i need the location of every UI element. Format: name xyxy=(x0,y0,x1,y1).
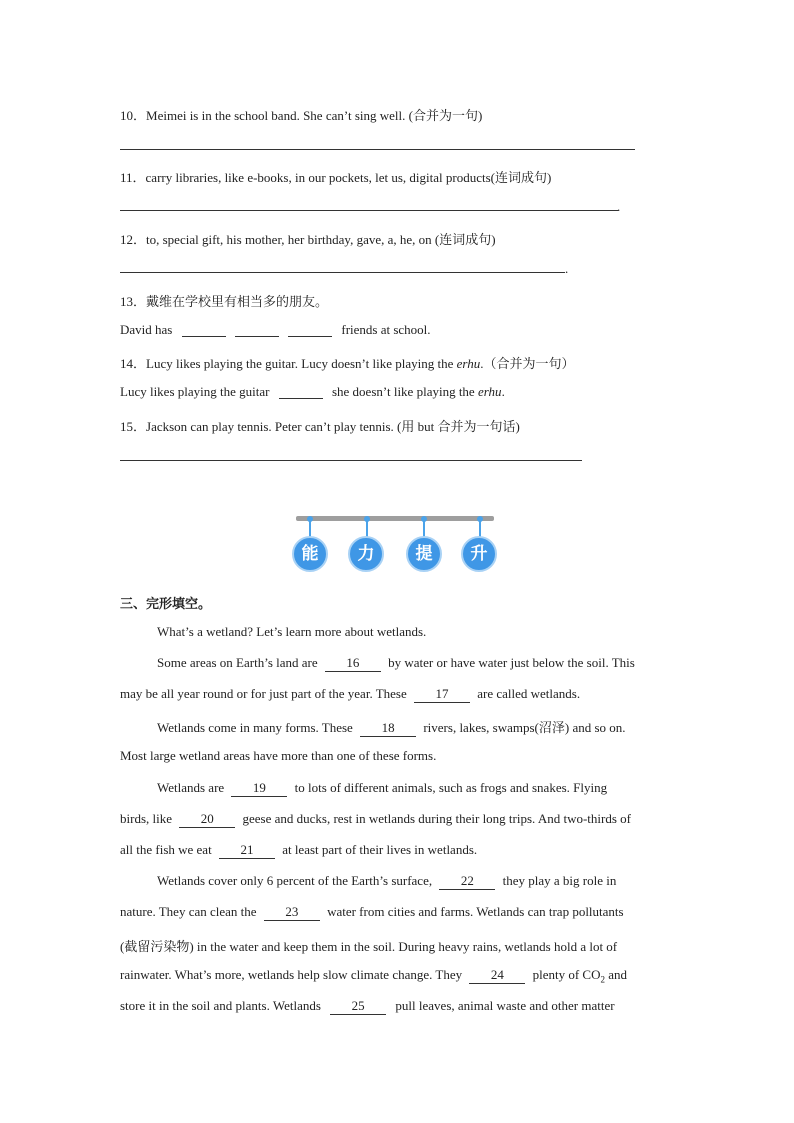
blank-23[interactable]: 23 xyxy=(264,904,320,921)
blank-25[interactable]: 25 xyxy=(330,998,386,1015)
passage-line xyxy=(120,998,615,1015)
answer-prefix: David has xyxy=(120,322,173,337)
question-15 xyxy=(120,416,520,435)
section-banner xyxy=(292,512,498,574)
answer-14 xyxy=(120,384,505,400)
passage-text: Some areas on Earth’s land are xyxy=(157,655,318,670)
blank-19[interactable]: 19 xyxy=(231,780,287,797)
passage-line xyxy=(120,842,477,859)
passage-text: Wetlands cover only 6 percent of the Earth’s surface, xyxy=(157,873,433,888)
question-text: Meimei is in the school band. She can’t sing well. (合并为一句) xyxy=(146,108,483,123)
passage-text: nature. They can clean the xyxy=(120,904,257,919)
blank[interactable] xyxy=(235,323,279,337)
passage-text: rainwater. What’s more, wetlands help slow climate change. They xyxy=(120,967,463,982)
question-number: 14． xyxy=(120,356,147,371)
passage-text: birds, like xyxy=(120,811,172,826)
passage-text: to lots of different animals, such as frogs and snakes. Flying xyxy=(294,780,608,795)
blank-22[interactable]: 22 xyxy=(439,873,495,890)
question-13 xyxy=(120,291,328,310)
answer-line-10[interactable] xyxy=(120,149,635,150)
passage-line xyxy=(120,686,580,703)
passage-text: plenty of CO xyxy=(532,967,601,982)
passage-text: and xyxy=(605,967,628,982)
answer-middle: she doesn’t like playing the xyxy=(331,384,478,399)
question-number: 13． xyxy=(120,294,147,309)
question-10 xyxy=(120,105,482,124)
question-11 xyxy=(120,167,551,186)
passage-line xyxy=(157,873,616,890)
answer-line-11[interactable] xyxy=(120,210,618,211)
passage-line: What’s a wetland? Let’s learn more about wetlands. xyxy=(157,624,427,639)
answer-13 xyxy=(120,322,431,338)
question-text: 戴维在学校里有相当多的朋友。 xyxy=(146,294,329,309)
passage-text: by water or have water just below the soil. This xyxy=(388,655,635,670)
passage-text: all the fish we eat xyxy=(120,842,212,857)
blank-18[interactable]: 18 xyxy=(360,720,416,737)
blank-24[interactable]: 24 xyxy=(469,967,525,984)
question-number: 11． xyxy=(120,170,146,185)
passage-text: are called wetlands. xyxy=(477,686,581,701)
passage-text: geese and ducks, rest in wetlands during their long trips. And two-thirds of xyxy=(242,811,631,826)
blank-21[interactable]: 21 xyxy=(219,842,275,859)
question-text: to, special gift, his mother, her birthday, gave, a, he, on (连词成句) xyxy=(146,232,496,247)
passage-text: Wetlands are xyxy=(157,780,225,795)
banner-badge: 能 xyxy=(292,536,328,572)
passage-text: pull leaves, animal waste and other matter xyxy=(395,998,615,1013)
banner-badge: 提 xyxy=(406,536,442,572)
answer-line-12[interactable] xyxy=(120,272,565,273)
blank-17[interactable]: 17 xyxy=(414,686,470,703)
passage-text: Wetlands come in many forms. These xyxy=(157,720,353,735)
subscript: 2 xyxy=(600,974,605,985)
passage-line xyxy=(157,655,635,672)
blank-20[interactable]: 20 xyxy=(179,811,235,828)
answer-prefix: Lucy likes playing the guitar xyxy=(120,384,270,399)
question-text-end: .（合并为一句） xyxy=(480,356,575,371)
blank[interactable] xyxy=(182,323,226,337)
banner-badge: 力 xyxy=(348,536,384,572)
passage-line xyxy=(120,811,631,828)
question-12 xyxy=(120,229,496,248)
blank-16[interactable]: 16 xyxy=(325,655,381,672)
blank[interactable] xyxy=(279,385,323,399)
question-number: 12． xyxy=(120,232,147,247)
question-text: carry libraries, like e-books, in our pockets, let us, digital products(连词成句) xyxy=(145,170,552,185)
passage-text: store it in the soil and plants. Wetlands xyxy=(120,998,321,1013)
question-number: 15． xyxy=(120,419,147,434)
passage-line xyxy=(120,904,624,921)
question-14 xyxy=(120,353,575,372)
answer-suffix: friends at school. xyxy=(341,322,431,337)
banner-bar xyxy=(296,516,494,521)
question-number: 10． xyxy=(120,108,147,123)
answer-suffix: . xyxy=(501,384,505,399)
blank[interactable] xyxy=(288,323,332,337)
passage-line: Most large wetland areas have more than one of these forms. xyxy=(120,748,437,763)
question-italic: erhu xyxy=(456,356,481,371)
banner-badge: 升 xyxy=(461,536,497,572)
answer-italic: erhu xyxy=(477,384,502,399)
passage-text: at least part of their lives in wetlands. xyxy=(282,842,478,857)
answer-period: . xyxy=(617,199,621,214)
passage-text: rivers, lakes, swamps(沼泽) and so on. xyxy=(423,720,626,735)
passage-text: water from cities and farms. Wetlands can trap pollutants xyxy=(327,904,624,919)
passage-line: (截留污染物) in the water and keep them in the soil. During heavy rains, wetlands hold a lot of xyxy=(120,939,618,954)
answer-period: . xyxy=(565,261,569,276)
passage-text: they play a big role in xyxy=(502,873,617,888)
passage-line xyxy=(157,717,626,737)
passage-line xyxy=(157,780,607,797)
question-text: Jackson can play tennis. Peter can’t play tennis. (用 but 合并为一句话) xyxy=(146,419,520,434)
answer-line-15[interactable] xyxy=(120,460,582,461)
question-text: Lucy likes playing the guitar. Lucy doesn’t like playing the xyxy=(146,356,457,371)
passage-text: may be all year round or for just part of the year. These xyxy=(120,686,407,701)
passage-line xyxy=(120,967,627,985)
section-title: 三、完形填空。 xyxy=(120,596,212,611)
